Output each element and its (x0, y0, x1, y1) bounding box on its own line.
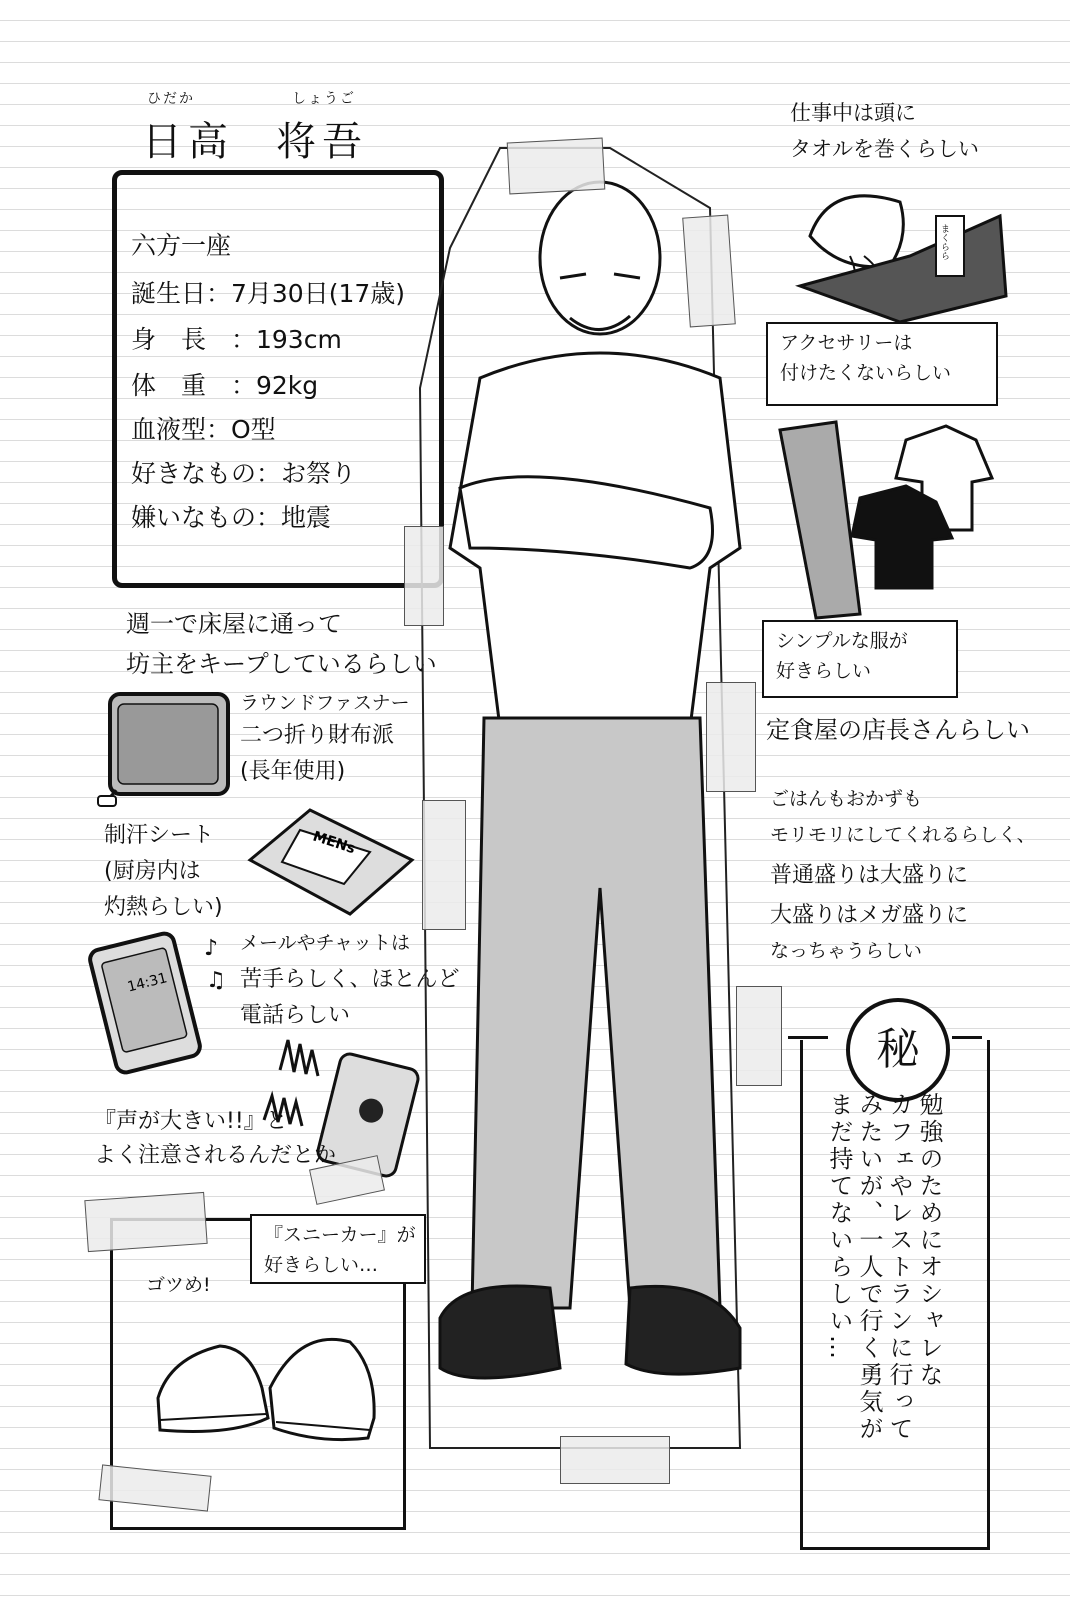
given-name: 将吾 (276, 119, 368, 165)
character-figure (410, 128, 780, 1468)
profile-card (112, 170, 444, 588)
loud-note-line1: 『声が大きい!!』と (94, 1109, 288, 1134)
secret-note-text (824, 1092, 944, 1512)
phone-note-line2: 苦手らしく、ほとんど (240, 967, 460, 992)
sneakers-illustration (150, 1318, 390, 1458)
tape-strip (736, 986, 782, 1086)
music-note-icon-2: ♫ (206, 968, 226, 993)
profile-birthday: 誕生日：7月30日(17歳) (131, 279, 406, 308)
loud-note-line2: よく注意されるんだとか (94, 1143, 337, 1168)
tape-strip (706, 682, 756, 792)
secret-line-4: まだ持てないらしい… (825, 1092, 853, 1362)
secret-box-top-right (952, 1036, 982, 1039)
smartphone-illustration (92, 936, 222, 1076)
wallet-note-line3: (長年使用) (240, 759, 346, 784)
wallet-note-line2: 二つ折り財布派 (240, 723, 395, 748)
sneakers-exclaim: ゴツめ! (146, 1274, 211, 1296)
wallet-note-line1: ラウンドファスナー (240, 692, 410, 714)
sneakers-note-box (250, 1214, 426, 1284)
profile-blood-type: 血液型：O型 (131, 415, 276, 444)
towel-note-line2: タオルを巻くらしい (790, 137, 979, 161)
clothes-note-line2: 好きらしい (776, 660, 872, 682)
sheet-note-line1: 制汗シート (104, 823, 215, 848)
secret-box-top-left (788, 1036, 828, 1039)
profile-height: 身 長 ：193cm (131, 325, 342, 354)
secret-line-3: みたいが、一人で行く勇気が (855, 1092, 883, 1443)
sheet-note-line2: (厨房内は (104, 859, 201, 884)
sneakers-note-line2: 好きらしい… (264, 1254, 379, 1276)
tape-strip (404, 526, 444, 626)
secret-stamp: 秘 (846, 998, 950, 1102)
accessory-note-line2: 付けたくないらしい (780, 362, 952, 384)
food-note-line1: ごはんもおかずも (770, 788, 923, 810)
secret-line-1: 勉強のためにオシャレな (915, 1092, 943, 1389)
barber-note-line1: 週一で床屋に通って (126, 610, 342, 638)
profile-likes: 好きなもの：お祭り (131, 459, 357, 488)
tape-strip (682, 215, 736, 328)
sweat-sheet-illustration (240, 800, 420, 920)
secret-line-2: カフェやレストランに行って (885, 1092, 913, 1443)
towel-illustration (780, 176, 1010, 326)
clothes-note-line1: シンプルな服が (776, 630, 908, 652)
food-note-line2: モリモリにしてくれるらしく、 (770, 824, 1036, 846)
clothes-illustration (776, 418, 1006, 618)
sheet-note-line3: 灼熱らしい) (104, 895, 223, 920)
towel-note-line1: 仕事中は頭に (790, 101, 916, 125)
given-name-reading: しょうご (292, 91, 356, 107)
phone-screen-time: 14:31 (125, 970, 169, 996)
profile-weight: 体 重 ：92kg (131, 371, 319, 400)
food-note-line5: なっちゃうらしい (770, 940, 923, 962)
sheet-package-label: MENs (310, 828, 358, 858)
music-note-icon: ♪ (204, 936, 219, 961)
phone-note-line3: 電話らしい (240, 1003, 351, 1028)
tape-strip (84, 1192, 207, 1252)
phone-note-line1: メールやチャットは (240, 932, 411, 954)
profile-dislikes: 嫌いなもの：地震 (131, 503, 332, 532)
accessory-note-box (766, 322, 998, 406)
clothes-note-box (762, 620, 958, 698)
shop-note: 定食屋の店長さんらしい (766, 716, 1030, 744)
tape-strip (422, 800, 466, 930)
family-name: 日高 (142, 119, 234, 165)
family-name-reading: ひだか (147, 91, 195, 107)
profile-group: 六方一座 (131, 231, 232, 260)
food-note-line3: 普通盛りは大盛りに (770, 863, 969, 888)
barber-note-line2: 坊主をキープしているらしい (126, 650, 437, 678)
food-note-line4: 大盛りはメガ盛りに (770, 903, 969, 928)
sneakers-note-line1: 『スニーカー』が (264, 1224, 416, 1246)
tape-strip (560, 1436, 670, 1484)
towel-tag-text: まくらら (939, 224, 949, 260)
tape-strip (507, 138, 606, 195)
accessory-note-line1: アクセサリーは (780, 332, 913, 354)
wallet-illustration (96, 690, 236, 820)
